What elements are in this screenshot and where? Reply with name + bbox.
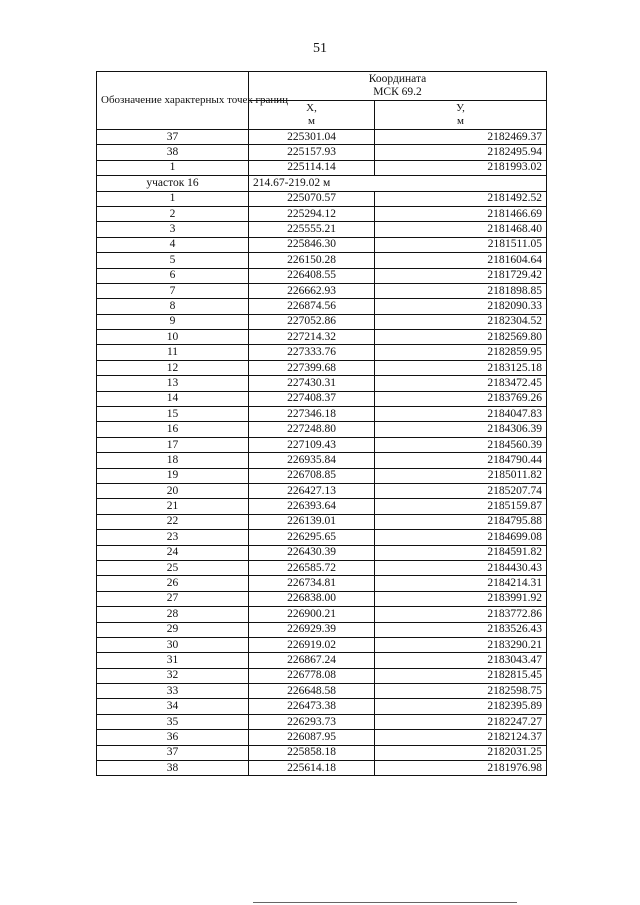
table-row [97, 545, 547, 560]
table-row [97, 437, 547, 452]
x-label: X, [306, 102, 317, 114]
y-value: 2183769.26 [375, 391, 547, 406]
table-row [97, 191, 547, 206]
point-number: 38 [97, 145, 249, 160]
point-number: 7 [97, 283, 249, 298]
point-number: 17 [97, 437, 249, 452]
y-value: 2182859.95 [375, 345, 547, 360]
x-value: 226295.65 [249, 530, 375, 545]
x-value: 226867.24 [249, 653, 375, 668]
y-value: 2185207.74 [375, 483, 547, 498]
table-row [97, 314, 547, 329]
table-row [97, 376, 547, 391]
x-value: 226900.21 [249, 607, 375, 622]
table-row [97, 591, 547, 606]
x-unit: м [308, 115, 315, 127]
x-value: 226874.56 [249, 299, 375, 314]
point-number: 8 [97, 299, 249, 314]
table-row [97, 145, 547, 160]
coordinate-title: Координата [368, 73, 427, 85]
x-value: 226838.00 [249, 591, 375, 606]
coordinate-system: МСК 69.2 [373, 86, 422, 98]
point-number: 24 [97, 545, 249, 560]
col-header-coordinate [249, 72, 547, 101]
table-row [97, 253, 547, 268]
table-row [97, 576, 547, 591]
y-unit: м [457, 115, 464, 127]
table-row [97, 653, 547, 668]
point-number: 9 [97, 314, 249, 329]
x-value: 227214.32 [249, 330, 375, 345]
x-value: 226427.13 [249, 483, 375, 498]
table-row [97, 299, 547, 314]
y-value: 2181511.05 [375, 237, 547, 252]
y-value: 2182247.27 [375, 714, 547, 729]
table-row [97, 745, 547, 760]
y-value: 2181976.98 [375, 761, 547, 776]
point-number: 35 [97, 714, 249, 729]
x-value: 226935.84 [249, 453, 375, 468]
point-number: 1 [97, 191, 249, 206]
table-row [97, 330, 547, 345]
table-row [97, 730, 547, 745]
y-value: 2182090.33 [375, 299, 547, 314]
x-value: 226393.64 [249, 499, 375, 514]
x-value: 226139.01 [249, 514, 375, 529]
point-number: 29 [97, 622, 249, 637]
y-value: 2183472.45 [375, 376, 547, 391]
table-row [97, 699, 547, 714]
y-value: 2183991.92 [375, 591, 547, 606]
table-row [97, 637, 547, 652]
y-value: 2181729.42 [375, 268, 547, 283]
point-number: 32 [97, 668, 249, 683]
point-number: 14 [97, 391, 249, 406]
x-value: 227333.76 [249, 345, 375, 360]
x-value: 225301.04 [249, 130, 375, 145]
x-value: 226087.95 [249, 730, 375, 745]
x-value: 226150.28 [249, 253, 375, 268]
scan-edge-line [253, 902, 517, 903]
point-number: 10 [97, 330, 249, 345]
y-value: 2182395.89 [375, 699, 547, 714]
point-number: 33 [97, 684, 249, 699]
point-number: 12 [97, 360, 249, 375]
y-value: 2182124.37 [375, 730, 547, 745]
y-value: 2184560.39 [375, 437, 547, 452]
table-row [97, 761, 547, 776]
section-row [97, 176, 547, 191]
y-label: У, [456, 102, 465, 114]
x-value: 227109.43 [249, 437, 375, 452]
y-value: 2182469.37 [375, 130, 547, 145]
table-row [97, 160, 547, 175]
point-number: 13 [97, 376, 249, 391]
point-number: 37 [97, 745, 249, 760]
x-value: 227399.68 [249, 360, 375, 375]
point-number: 34 [97, 699, 249, 714]
table-row [97, 360, 547, 375]
point-number: 23 [97, 530, 249, 545]
table-row [97, 453, 547, 468]
y-value: 2183772.86 [375, 607, 547, 622]
y-value: 2185011.82 [375, 468, 547, 483]
point-number: 26 [97, 576, 249, 591]
y-value: 2182031.25 [375, 745, 547, 760]
y-value: 2181604.64 [375, 253, 547, 268]
point-number: 16 [97, 422, 249, 437]
y-value: 2182304.52 [375, 314, 547, 329]
x-value: 225114.14 [249, 160, 375, 175]
x-value: 225070.57 [249, 191, 375, 206]
table-row [97, 483, 547, 498]
point-number: 28 [97, 607, 249, 622]
x-value: 226662.93 [249, 283, 375, 298]
table-row [97, 283, 547, 298]
table-row [97, 130, 547, 145]
table-row [97, 530, 547, 545]
table-row [97, 468, 547, 483]
point-number: 20 [97, 483, 249, 498]
y-value: 2182815.45 [375, 668, 547, 683]
table-row [97, 345, 547, 360]
point-number: 5 [97, 253, 249, 268]
x-value: 225294.12 [249, 206, 375, 221]
x-value: 227430.31 [249, 376, 375, 391]
table-row [97, 237, 547, 252]
y-value: 2181993.02 [375, 160, 547, 175]
page-number: 51 [313, 41, 327, 56]
table-row [97, 514, 547, 529]
table-row [97, 622, 547, 637]
table-row [97, 391, 547, 406]
x-value: 225157.93 [249, 145, 375, 160]
point-number: 22 [97, 514, 249, 529]
x-value: 226430.39 [249, 545, 375, 560]
col-header-point-name: Обозначение характерных точек границ [97, 72, 249, 130]
point-number: 3 [97, 222, 249, 237]
point-number: 15 [97, 407, 249, 422]
y-value: 2183043.47 [375, 653, 547, 668]
point-number: 2 [97, 206, 249, 221]
y-value: 2184591.82 [375, 545, 547, 560]
x-value: 227248.80 [249, 422, 375, 437]
x-value: 226585.72 [249, 560, 375, 575]
table-body [97, 130, 547, 776]
table-row [97, 668, 547, 683]
x-value: 227052.86 [249, 314, 375, 329]
x-value: 227346.18 [249, 407, 375, 422]
point-number: 38 [97, 761, 249, 776]
y-value: 2181492.52 [375, 191, 547, 206]
x-value: 225614.18 [249, 761, 375, 776]
point-number: 30 [97, 637, 249, 652]
y-value: 2184214.31 [375, 576, 547, 591]
point-number: 27 [97, 591, 249, 606]
y-value: 2184790.44 [375, 453, 547, 468]
x-value: 226473.38 [249, 699, 375, 714]
y-value: 2183526.43 [375, 622, 547, 637]
table-row [97, 560, 547, 575]
x-value: 226708.85 [249, 468, 375, 483]
point-number: 1 [97, 160, 249, 175]
table-row [97, 422, 547, 437]
coordinates-table [96, 71, 547, 776]
section-name: участок 16 [97, 176, 249, 191]
x-value: 226929.39 [249, 622, 375, 637]
x-value: 225555.21 [249, 222, 375, 237]
point-number: 36 [97, 730, 249, 745]
x-value: 227408.37 [249, 391, 375, 406]
table-row [97, 407, 547, 422]
y-value: 2183125.18 [375, 360, 547, 375]
y-value: 2183290.21 [375, 637, 547, 652]
x-value: 226778.08 [249, 668, 375, 683]
y-value: 2182598.75 [375, 684, 547, 699]
point-number: 4 [97, 237, 249, 252]
point-number: 18 [97, 453, 249, 468]
table-row [97, 206, 547, 221]
point-number: 37 [97, 130, 249, 145]
y-value: 2181898.85 [375, 283, 547, 298]
y-value: 2184047.83 [375, 407, 547, 422]
x-value: 226919.02 [249, 637, 375, 652]
point-number: 31 [97, 653, 249, 668]
y-value: 2184430.43 [375, 560, 547, 575]
point-number: 6 [97, 268, 249, 283]
y-value: 2185159.87 [375, 499, 547, 514]
y-value: 2182569.80 [375, 330, 547, 345]
x-value: 225846.30 [249, 237, 375, 252]
table-row [97, 222, 547, 237]
x-value: 226648.58 [249, 684, 375, 699]
table-row [97, 607, 547, 622]
y-value: 2181466.69 [375, 206, 547, 221]
y-value: 2181468.40 [375, 222, 547, 237]
y-value: 2184306.39 [375, 422, 547, 437]
table-row [97, 268, 547, 283]
point-number: 25 [97, 560, 249, 575]
table-row [97, 499, 547, 514]
y-value: 2184795.88 [375, 514, 547, 529]
point-number: 11 [97, 345, 249, 360]
col-header-y [375, 101, 547, 130]
y-value: 2184699.08 [375, 530, 547, 545]
table-row [97, 684, 547, 699]
x-value: 226408.55 [249, 268, 375, 283]
x-value: 226293.73 [249, 714, 375, 729]
x-value: 226734.81 [249, 576, 375, 591]
y-value: 2182495.94 [375, 145, 547, 160]
x-value: 225858.18 [249, 745, 375, 760]
table-row [97, 714, 547, 729]
section-range: 214.67-219.02 м [249, 176, 547, 191]
point-number: 21 [97, 499, 249, 514]
point-number: 19 [97, 468, 249, 483]
